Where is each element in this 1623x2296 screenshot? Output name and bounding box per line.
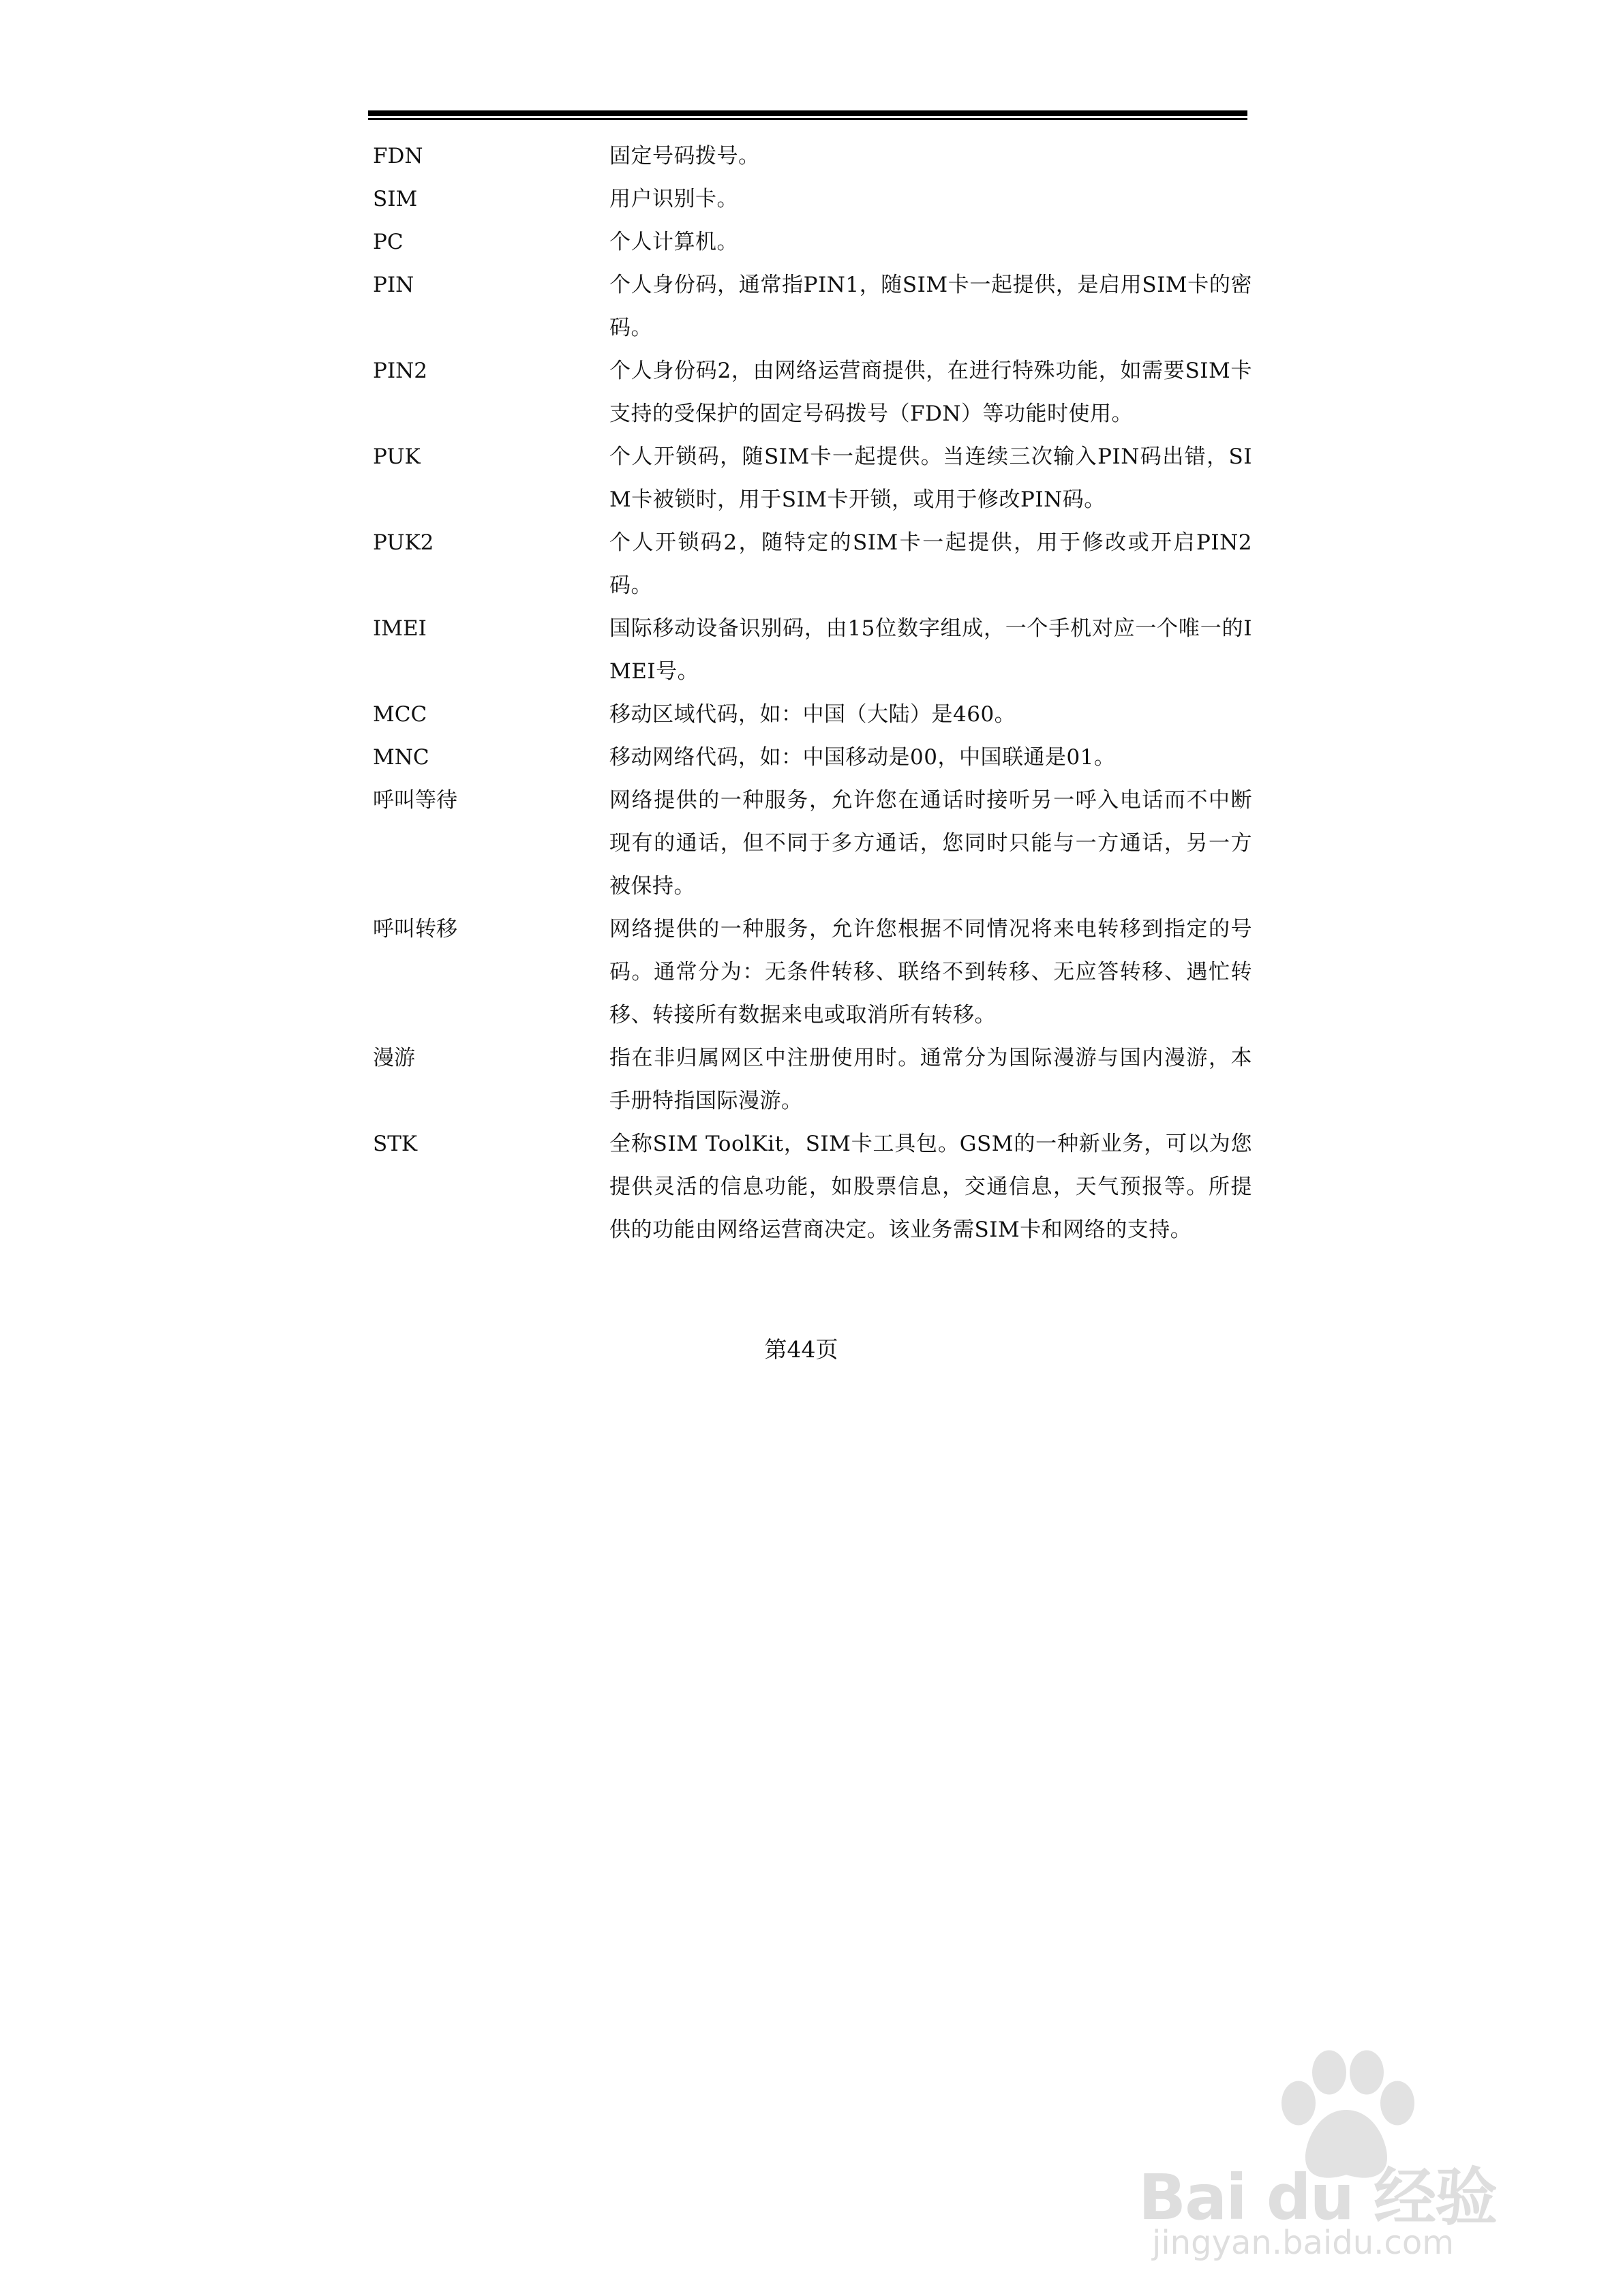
glossary-term: IMEI: [373, 616, 427, 641]
glossary-entry-puk2: [373, 522, 1252, 607]
glossary-definition: 个人身份码，通常指PIN1，随SIM卡一起提供，是启用SIM卡的密码。: [609, 273, 1252, 340]
glossary-term: FDN: [373, 144, 423, 168]
glossary-term: STK: [373, 1132, 418, 1156]
glossary-definition: 个人身份码2，由网络运营商提供，在进行特殊功能，如需要SIM卡支持的受保护的固定号码拨号（FDN）等功能时使用。: [609, 359, 1252, 426]
glossary-entry-roaming: [373, 1037, 1252, 1123]
glossary-term: PC: [373, 230, 404, 254]
glossary-term: PUK: [373, 444, 421, 469]
glossary-term: 呼叫等待: [373, 788, 457, 813]
glossary-definition: 个人开锁码2，随特定的SIM卡一起提供，用于修改或开启PIN2码。: [609, 530, 1252, 598]
glossary-term: PUK2: [373, 530, 434, 555]
watermark-url: jingyan.baidu.com: [1152, 2224, 1454, 2262]
glossary-definition: 固定号码拨号。: [609, 144, 760, 168]
glossary-definition: 网络提供的一种服务，允许您根据不同情况将来电转移到指定的号码。通常分为：无条件转移、联络不到转移、无应答转移、遇忙转移、转接所有数据来电或取消所有转移。: [609, 917, 1252, 1027]
page-number-text: 第44页: [764, 1336, 838, 1363]
glossary-definition: 用户识别卡。: [609, 187, 738, 211]
glossary-definition: 个人开锁码，随SIM卡一起提供。当连续三次输入PIN码出错，SIM卡被锁时，用于SIM卡开锁，或用于修改PIN码。: [609, 444, 1252, 512]
glossary-entry-call-waiting: [373, 779, 1252, 908]
glossary-entry-pc: [373, 221, 1252, 264]
glossary-definition: 国际移动设备识别码，由15位数字组成，一个手机对应一个唯一的IMEI号。: [609, 616, 1252, 684]
glossary-entry-stk: [373, 1123, 1252, 1252]
glossary-definition: 个人计算机。: [609, 230, 738, 254]
glossary-entry-puk: [373, 436, 1252, 522]
glossary-definition: 网络提供的一种服务，允许您在通话时接听另一呼入电话而不中断现有的通话，但不同于多方通话，您同时只能与一方通话，另一方被保持。: [609, 788, 1252, 898]
header-rule-thin: [368, 118, 1247, 120]
glossary-term: MCC: [373, 702, 427, 727]
watermark-brand: Bai du 经验: [1138, 2161, 1497, 2234]
glossary-entry-sim: [373, 178, 1252, 221]
glossary-entry-pin2: [373, 350, 1252, 436]
baidu-watermark: [1138, 2038, 1588, 2270]
header-rule: [368, 110, 1247, 116]
glossary-definition: 全称SIM ToolKit，SIM卡工具包。GSM的一种新业务，可以为您提供灵活的信息功能，如股票信息，交通信息，天气预报等。所提供的功能由网络运营商决定。该业务需SIM卡和网络的支持。: [609, 1132, 1252, 1242]
glossary-entry-imei: [373, 607, 1252, 693]
glossary-entry-fdn: [373, 135, 1252, 178]
glossary-entry-mnc: [373, 736, 1252, 779]
glossary-term: PIN2: [373, 359, 427, 383]
glossary-term: 漫游: [373, 1046, 415, 1070]
glossary-term: SIM: [373, 187, 418, 211]
glossary-term: PIN: [373, 273, 414, 297]
glossary-entry-call-forwarding: [373, 908, 1252, 1037]
glossary-entry-mcc: [373, 693, 1252, 736]
glossary-term: 呼叫转移: [373, 917, 457, 941]
glossary-list: [373, 135, 1252, 1252]
glossary-entry-pin: [373, 264, 1252, 350]
glossary-definition: 移动区域代码，如：中国（大陆）是460。: [609, 702, 1016, 727]
glossary-definition: 移动网络代码，如：中国移动是00，中国联通是01。: [609, 745, 1116, 770]
glossary-definition: 指在非归属网区中注册使用时。通常分为国际漫游与国内漫游，本手册特指国际漫游。: [609, 1046, 1252, 1113]
glossary-term: MNC: [373, 745, 429, 770]
page-number: [0, 1336, 1623, 1363]
